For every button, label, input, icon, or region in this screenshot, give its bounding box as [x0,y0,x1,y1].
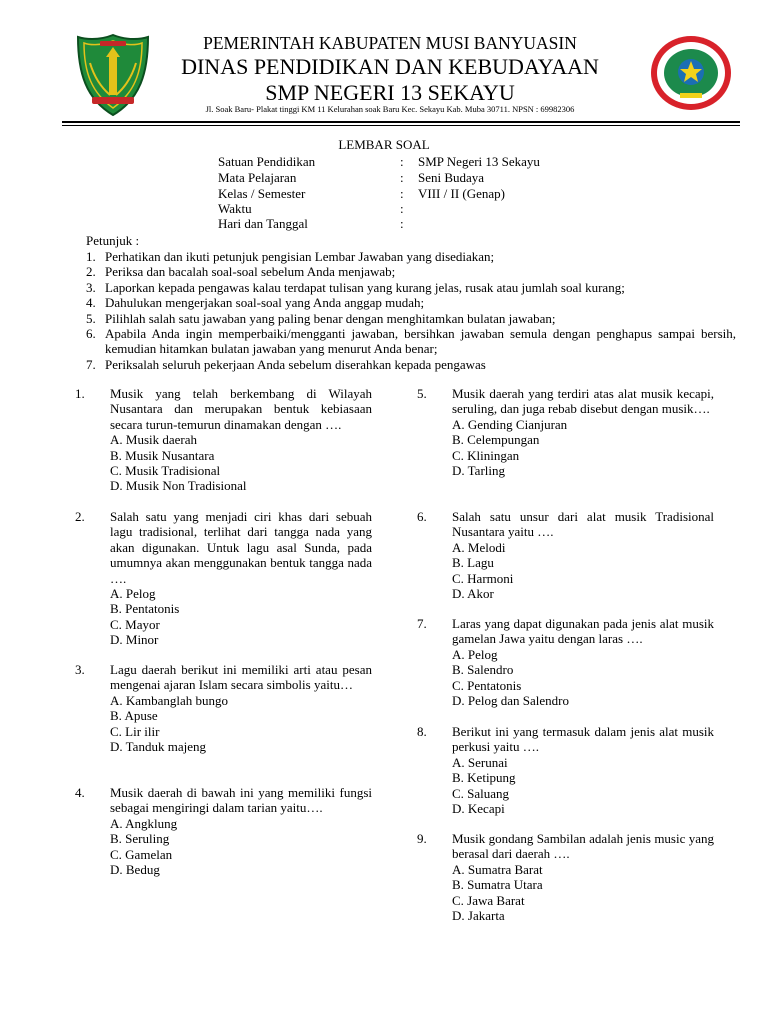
answer-option: A. Gending Cianjuran [452,416,568,432]
question-number: 3. [75,662,85,677]
instruction-number: 1. [86,249,96,264]
question-item [417,616,714,709]
question-number: 9. [417,831,427,846]
answer-option: B. Sumatra Utara [452,877,543,893]
answer-option: D. Jakarta [452,908,505,924]
answer-option: C. Saluang [452,785,510,801]
question-number: 8. [417,724,427,739]
question-item [417,831,714,924]
question-number: 6. [417,509,427,524]
answer-option: C. Mayor [110,616,160,632]
question-item [417,724,714,817]
answer-option: B. Seruling [110,831,170,847]
answer-option: A. Angklung [110,815,178,831]
answer-option: C. Gamelan [110,846,173,862]
header-rule-thick [62,121,740,123]
answer-option: A. Melodi [452,539,506,555]
answer-option: B. Celempungan [452,432,540,448]
answer-option: C. Pentatonis [452,677,522,693]
instruction-item [86,326,736,357]
instruction-item [86,249,736,264]
info-label: Mata Pelajaran [218,170,297,185]
question-number: 4. [75,785,85,800]
header-address: Jl. Soak Baru- Plakat tinggi KM 11 Kelurahan soak Baru Kec. Sekayu Kab. Muba 30711. NPSN : 69982306 [205,104,575,114]
header-department: DINAS PENDIDIKAN DAN KEBUDAYAAN [181,54,599,79]
question-item [417,386,714,479]
instruction-number: 4. [86,295,96,311]
instruction-text: Periksa dan bacalah soal-soal sebelum Anda menjawab; [105,264,396,280]
answer-option: C. Kliningan [452,447,520,463]
instruction-text: Apabila Anda ingin memperbaiki/mengganti jawaban, bersihkan jawaban semula dengan penghapus sampai bersih, kemudian hitamkan bulatan jawaban yang menurut Anda benar; [105,326,736,357]
question-stem: Musik daerah yang terdiri atas alat musik kecapi, seruling, dan juga rebab disebut dengan musik…. [452,386,714,417]
answer-option: D. Akor [452,586,494,602]
answer-option: C. Jawa Barat [452,892,525,908]
answer-option: B. Salendro [452,662,514,678]
instruction-number: 3. [86,279,96,295]
answer-option: D. Kecapi [452,801,505,817]
header-rule-thin [62,125,740,126]
instruction-number: 6. [86,326,96,342]
answer-option: D. Bedug [110,862,160,878]
question-number: 2. [75,509,85,524]
question-stem: Laras yang dapat digunakan pada jenis alat musik gamelan Jawa yaitu dengan laras …. [452,616,714,647]
answer-option: B. Pentatonis [110,601,180,617]
answer-option: A. Sumatra Barat [452,861,543,877]
info-colon: : [400,154,404,169]
question-number: 5. [417,386,427,401]
answer-option: B. Apuse [110,708,158,724]
answer-option: D. Pelog dan Salendro [452,693,569,709]
info-value: Seni Budaya [418,170,485,185]
answer-option: B. Musik Nusantara [110,447,215,463]
question-stem: Salah satu yang menjadi ciri khas dari sebuah lagu tradisional, terlihat dari tangga nada yang akan digunakan. Untuk lagu asal Sunda, pada umumnya akan menggunakan bentuk tangga nada …. [110,509,372,586]
info-colon: : [400,170,404,185]
answer-option: A. Serunai [452,754,508,770]
answer-option: D. Musik Non Tradisional [110,478,247,494]
question-number: 1. [75,386,85,401]
question-item [75,509,372,648]
info-label: Kelas / Semester [218,186,306,201]
info-value: VIII / II (Genap) [418,186,505,201]
info-label: Waktu [218,201,252,216]
info-colon: : [400,186,404,201]
instruction-text: Perhatikan dan ikuti petunjuk pengisian Lembar Jawaban yang disediakan; [105,249,495,264]
header-school-name: SMP NEGERI 13 SEKAYU [265,80,515,105]
answer-option: D. Tarling [452,463,506,479]
question-stem: Musik daerah di bawah ini yang memiliki fungsi sebagai mengiringi dalam tarian yaitu…. [110,785,372,816]
answer-option: C. Lir ilir [110,723,160,739]
instruction-number: 7. [86,356,96,372]
answer-option: B. Lagu [452,555,494,571]
instruction-item [86,280,736,295]
answer-option: A. Pelog [452,646,498,662]
question-stem: Berikut ini yang termasuk dalam jenis alat musik perkusi yaitu …. [452,724,714,755]
instruction-item [86,264,736,279]
instruction-item [86,295,736,310]
instructions-heading: Petunjuk : [86,233,140,248]
question-item [75,662,372,755]
question-stem: Musik yang telah berkembang di Wilayah Nusantara dan merupakan bentuk kebiasaan secara turun-temurun dinamakan dengan …. [110,386,372,432]
question-stem: Salah satu unsur dari alat musik Tradisional Nusantara yaitu …. [452,509,714,540]
instruction-number: 2. [86,264,96,280]
question-stem: Lagu daerah berikut ini memiliki arti atau pesan mengenai ajaran Islam secara simbolis yaitu… [110,662,372,693]
question-stem: Musik gondang Sambilan adalah jenis music yang berasal dari daerah …. [452,831,714,862]
answer-option: A. Kambanglah bungo [110,692,229,708]
answer-option: D. Minor [110,632,159,648]
instruction-text: Pilihlah salah satu jawaban yang paling benar dengan menghitamkan bulatan jawaban; [105,310,556,326]
answer-option: D. Tanduk majeng [110,739,206,755]
answer-option: C. Harmoni [452,570,514,586]
instruction-number: 5. [86,310,96,326]
instruction-text: Dahulukan mengerjakan soal-soal yang Anda anggap mudah; [105,295,425,311]
info-label: Satuan Pendidikan [218,154,316,169]
instruction-item [86,357,736,372]
instruction-text: Laporkan kepada pengawas kalau terdapat tulisan yang kurang jelas, rusak atau jumlah soal kurang; [105,279,625,295]
answer-option: C. Musik Tradisional [110,463,221,479]
instruction-text: Periksalah seluruh pekerjaan Anda sebelum diserahkan kepada pengawas [105,356,486,372]
info-colon: : [400,216,404,231]
question-item [75,386,372,494]
info-label: Hari dan Tanggal [218,216,308,231]
info-value: SMP Negeri 13 Sekayu [418,154,540,169]
question-item [417,509,714,602]
question-number: 7. [417,616,427,631]
answer-option: A. Pelog [110,586,156,602]
instructions-list [86,249,736,372]
school-badge-icon [650,35,732,111]
info-colon: : [400,201,404,216]
answer-option: B. Ketipung [452,770,516,786]
instruction-item [86,311,736,326]
regency-crest-icon [76,33,150,117]
question-item [75,785,372,878]
page-title: LEMBAR SOAL [338,137,430,152]
header-government: PEMERINTAH KABUPATEN MUSI BANYUASIN [203,33,577,53]
answer-option: A. Musik daerah [110,432,198,448]
